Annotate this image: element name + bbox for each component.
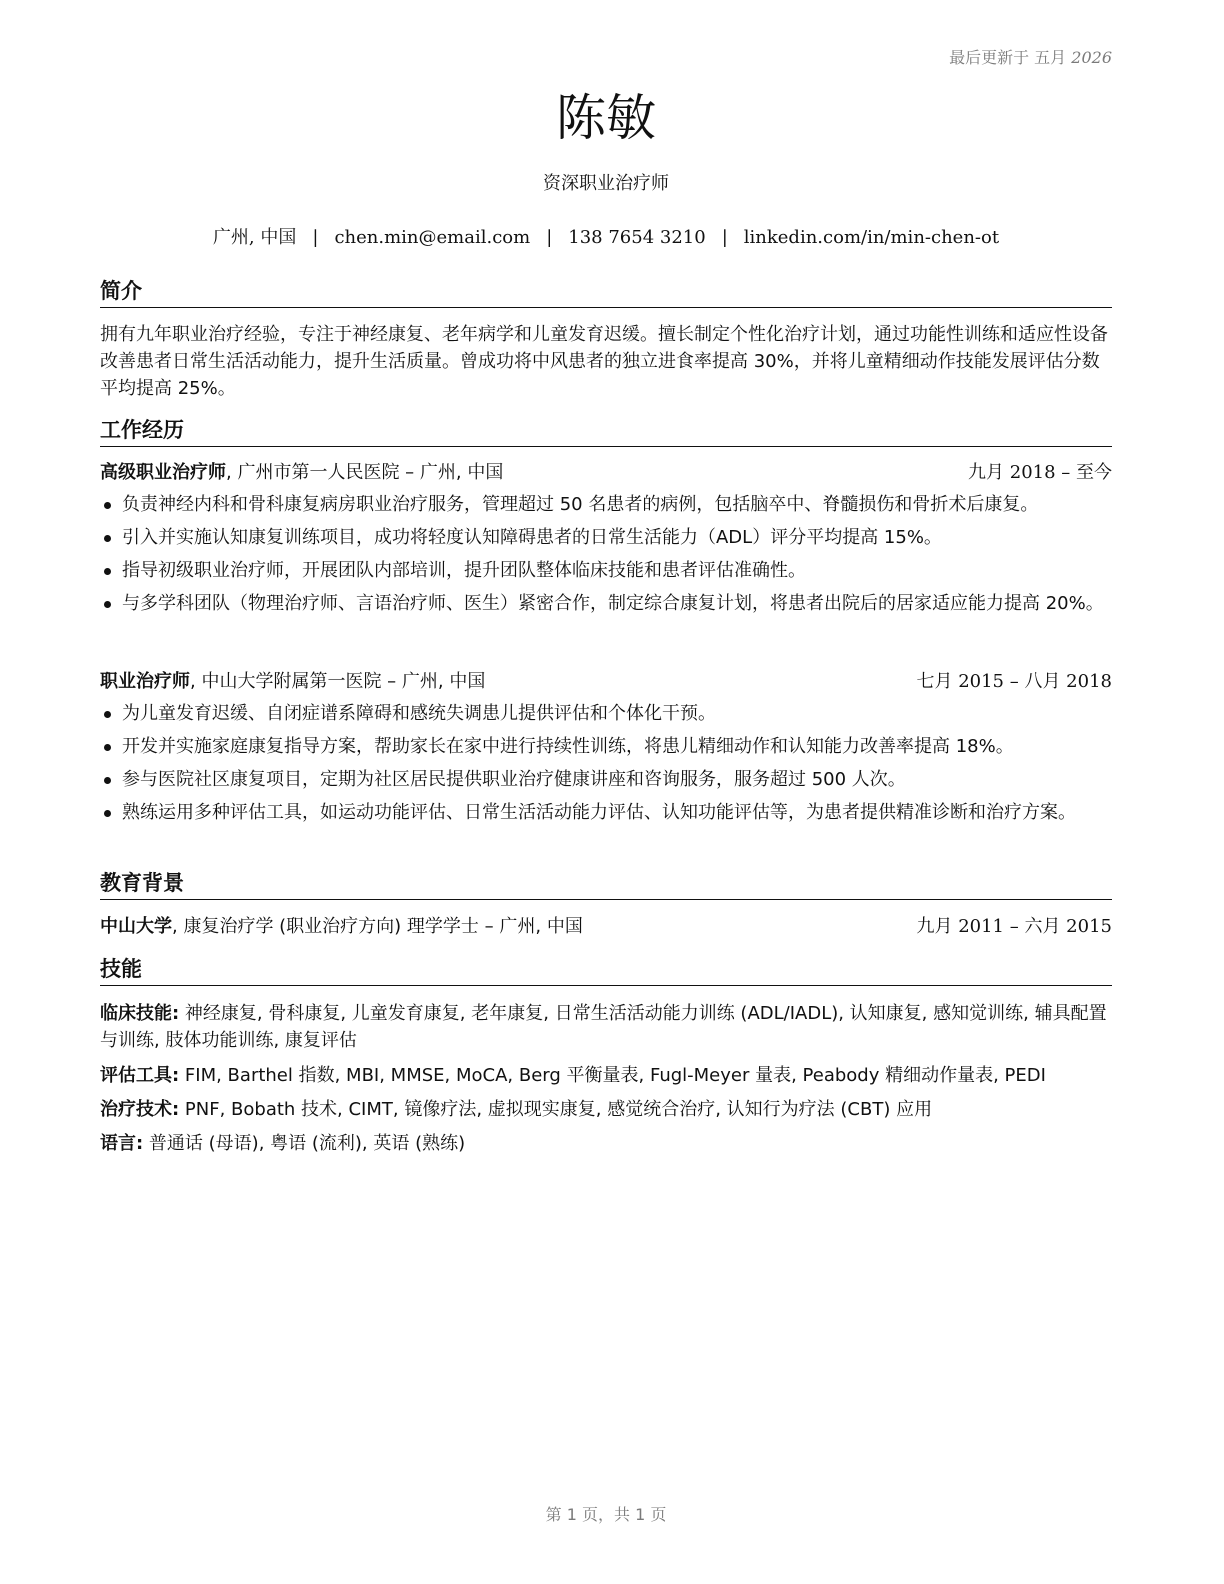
job-title-org — [100, 460, 503, 486]
section-heading-education: 教育背景 — [100, 869, 1112, 900]
contact-linkedin[interactable]: linkedin.com/in/min-chen-ot — [743, 227, 1000, 248]
job-bullets — [100, 491, 1112, 623]
contact-location: 广州, 中国 — [212, 227, 297, 248]
skill-label: 临床技能: — [100, 1003, 180, 1024]
job-dates: 九月 2018 – 至今 — [968, 462, 1112, 483]
skill-value: 神经康复, 骨科康复, 儿童发育康复, 老年康复, 日常生活活动能力训练 (ADL/IADL), 认知康复, 感知觉训练, 辅具配置与训练, 肢体功能训练, 康复评估 — [100, 1003, 1107, 1051]
section-heading-skills: 技能 — [100, 955, 1112, 986]
list-item: 参与医院社区康复项目，定期为社区居民提供职业治疗健康讲座和咨询服务，服务超过 500 人次。 — [100, 766, 1112, 793]
skill-value: PNF, Bobath 技术, CIMT, 镜像疗法, 虚拟现实康复, 感觉统合治疗, 认知行为疗法 (CBT) 应用 — [179, 1099, 933, 1120]
contact-line — [100, 223, 1112, 249]
education-row — [100, 914, 1112, 940]
skill-label: 治疗技术: — [100, 1099, 180, 1120]
job-org: , 中山大学附属第一医院 – 广州, 中国 — [190, 671, 486, 692]
education-dates: 九月 2011 – 六月 2015 — [916, 916, 1112, 937]
last-updated-label: 最后更新于 五月 — [949, 48, 1067, 67]
contact-phone: 138 7654 3210 — [568, 227, 706, 248]
list-item: 开发并实施家庭康复指导方案，帮助家长在家中进行持续性训练，将患儿精细动作和认知能力改善率提高 18%。 — [100, 733, 1112, 760]
candidate-title: 资深职业治疗师 — [543, 173, 669, 194]
section-heading-experience: 工作经历 — [100, 416, 1112, 447]
job-org: , 广州市第一人民医院 – 广州, 中国 — [226, 462, 504, 483]
resume-page — [100, 0, 1112, 1584]
last-updated — [949, 45, 1112, 68]
list-item: 为儿童发育迟缓、自闭症谱系障碍和感统失调患儿提供评估和个体化干预。 — [100, 700, 1112, 727]
education-degree: , 康复治疗学 (职业治疗方向) 理学学士 – 广州, 中国 — [172, 916, 583, 937]
list-item: 引入并实施认知康复训练项目，成功将轻度认知障碍患者的日常生活能力（ADL）评分平均提高 15%。 — [100, 524, 1112, 551]
skill-line — [100, 1000, 1112, 1054]
job-role: 职业治疗师 — [100, 671, 190, 692]
contact-separator: | — [312, 227, 319, 248]
skill-line — [100, 1096, 1112, 1123]
job-dates: 七月 2015 – 八月 2018 — [916, 671, 1112, 692]
list-item: 与多学科团队（物理治疗师、言语治疗师、医生）紧密合作，制定综合康复计划，将患者出院后的居家适应能力提高 20%。 — [100, 590, 1112, 617]
contact-separator: | — [546, 227, 553, 248]
job-role: 高级职业治疗师 — [100, 462, 226, 483]
skill-label: 语言: — [100, 1133, 144, 1154]
list-item: 负责神经内科和骨科康复病房职业治疗服务，管理超过 50 名患者的病例，包括脑卒中、脊髓损伤和骨折术后康复。 — [100, 491, 1112, 518]
section-heading-summary: 简介 — [100, 277, 1112, 308]
skill-value: FIM, Barthel 指数, MBI, MMSE, MoCA, Berg 平衡量表, Fugl-Meyer 量表, Peabody 精细动作量表, PEDI — [179, 1065, 1046, 1086]
job-title-org — [100, 669, 485, 695]
contact-separator: | — [721, 227, 728, 248]
job-header — [100, 669, 1112, 695]
last-updated-year: 2026 — [1071, 48, 1112, 67]
summary-text: 拥有九年职业治疗经验，专注于神经康复、老年病学和儿童发育迟缓。擅长制定个性化治疗计划，通过功能性训练和适应性设备改善患者日常生活活动能力，提升生活质量。曾成功将中风患者的独立进食率提高 30%，并将儿童精细动作技能发展评估分数平均提高 25%。 — [100, 324, 1108, 399]
education-school-degree — [100, 914, 583, 940]
skill-label: 评估工具: — [100, 1065, 180, 1086]
candidate-name: 陈敏 — [556, 89, 656, 147]
job-header — [100, 460, 1112, 486]
contact-email[interactable]: chen.min@email.com — [334, 227, 531, 248]
skill-line — [100, 1062, 1112, 1089]
skill-line — [100, 1130, 1112, 1157]
job-bullets — [100, 700, 1112, 832]
list-item: 熟练运用多种评估工具，如运动功能评估、日常生活活动能力评估、认知功能评估等，为患者提供精准诊断和治疗方案。 — [100, 799, 1112, 826]
list-item: 指导初级职业治疗师，开展团队内部培训，提升团队整体临床技能和患者评估准确性。 — [100, 557, 1112, 584]
education-school: 中山大学 — [100, 916, 172, 937]
skill-value: 普通话 (母语), 粤语 (流利), 英语 (熟练) — [143, 1133, 466, 1154]
page-footer: 第 1 页，共 1 页 — [545, 1505, 667, 1524]
